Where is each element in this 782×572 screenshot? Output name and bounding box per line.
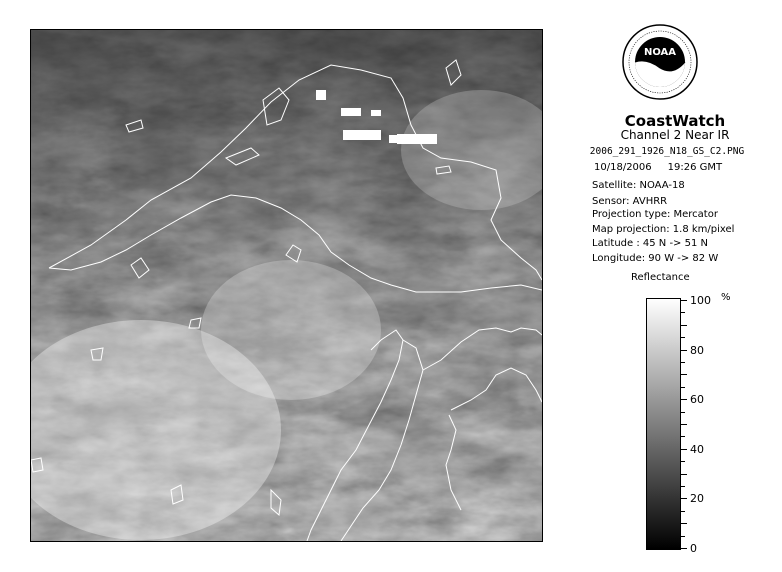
legend-title: Reflectance	[631, 272, 690, 283]
acquisition-date: 10/18/2006	[594, 162, 652, 173]
legend-tick-mark	[681, 325, 687, 326]
bright-cloud-region	[201, 260, 381, 400]
legend-tick-mark	[681, 486, 685, 487]
legend-tick-label: 20	[690, 492, 704, 506]
legend-tick-label: 60	[690, 393, 704, 407]
legend-tick-mark	[681, 399, 687, 400]
acquisition-datetime	[594, 162, 764, 173]
longitude-range: Longitude: 90 W -> 82 W	[592, 253, 719, 264]
noaa-logo-icon	[622, 24, 698, 100]
legend-tick-mark	[681, 424, 687, 425]
reflectance-color-ramp	[646, 298, 681, 550]
brand-title: CoastWatch	[624, 112, 726, 130]
filename: 2006_291_1926_N18_GS_C2.PNG	[589, 146, 745, 157]
legend-tick-mark	[681, 387, 685, 388]
legend-tick-mark	[681, 548, 687, 549]
legend-tick-mark	[681, 523, 687, 524]
satellite-image	[30, 29, 543, 542]
svg-text:NOAA: NOAA	[643, 47, 677, 58]
masked-patch	[343, 130, 381, 140]
legend-unit: %	[721, 292, 731, 303]
legend-tick-mark	[681, 300, 687, 301]
legend-tick-label: 0	[690, 542, 697, 555]
noaa-logo	[622, 24, 698, 100]
latitude-range: Latitude : 45 N -> 51 N	[592, 238, 708, 249]
legend-tick-label: 100	[690, 294, 711, 307]
legend-tick-label: 40	[690, 442, 704, 456]
satellite-info: Satellite: NOAA-18	[592, 180, 685, 191]
legend-tick-mark	[681, 374, 687, 375]
legend-tick-mark	[681, 498, 687, 499]
sensor-info: Sensor: AVHRR	[592, 196, 668, 207]
masked-patch	[397, 134, 437, 144]
acquisition-time: 19:26 GMT	[667, 162, 723, 173]
legend-tick-mark	[681, 511, 685, 512]
legend-tick-mark	[681, 461, 685, 462]
legend-tick-mark	[681, 350, 687, 351]
masked-patch	[316, 90, 326, 100]
legend-tick-mark	[681, 536, 685, 537]
legend-tick-mark	[681, 362, 685, 363]
map-projection: Map projection: 1.8 km/pixel	[592, 224, 735, 235]
legend-tick-mark	[681, 337, 685, 338]
legend-tick-mark	[681, 474, 687, 475]
masked-patch	[341, 108, 361, 116]
channel-name: Channel 2 Near IR	[620, 128, 730, 142]
legend-tick-label: 80	[690, 343, 704, 357]
legend-tick-mark	[681, 449, 687, 450]
masked-patch	[371, 110, 381, 116]
legend-tick-mark	[681, 436, 685, 437]
legend-tick-mark	[681, 312, 685, 313]
cloud-imagery-svg	[31, 30, 542, 541]
projection-type: Projection type: Mercator	[592, 209, 718, 220]
legend-tick-mark	[681, 412, 685, 413]
